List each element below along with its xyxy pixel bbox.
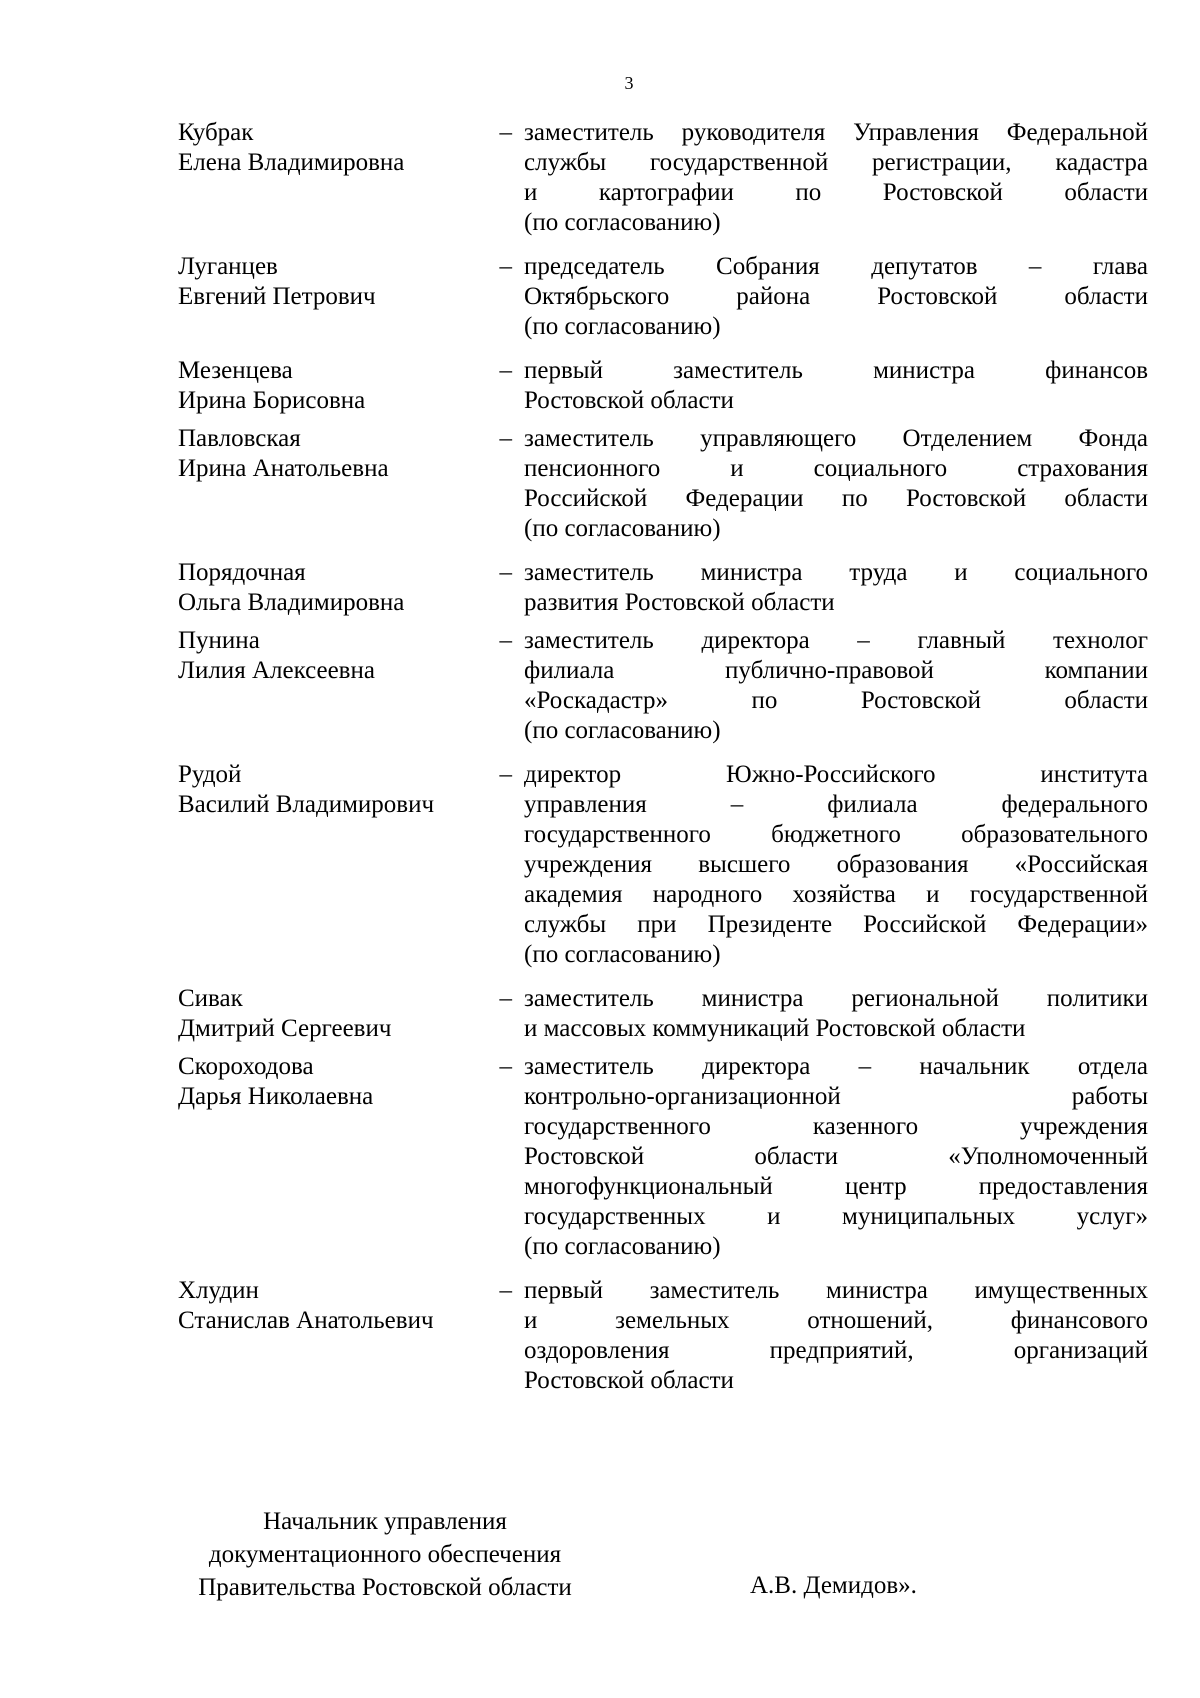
member-dash: – — [499, 253, 512, 280]
member-name — [178, 760, 478, 970]
member-entry — [178, 626, 1148, 746]
member-surname: Павловская — [178, 425, 301, 452]
member-position-line: (по согласованию) — [524, 1233, 721, 1260]
member-position-line: и картографии по Ростовской области — [524, 179, 1148, 206]
member-position-line: «Роскадастр» по Ростовской области — [524, 687, 1148, 714]
member-surname: Сивак — [178, 985, 243, 1012]
member-position-line: Ростовской области — [524, 1367, 734, 1394]
member-position-line: (по согласованию) — [524, 209, 721, 236]
member-given-name: Лилия Алексеевна — [178, 657, 375, 684]
member-position-line: заместитель министра региональной политики — [524, 985, 1148, 1012]
member-position — [524, 424, 1148, 544]
member-position-line: (по согласованию) — [524, 313, 721, 340]
member-name — [178, 424, 478, 544]
member-position-line: заместитель директора – главный технолог — [524, 627, 1148, 654]
member-position-line: филиала публично-правовой компании — [524, 657, 1148, 684]
member-dash: – — [499, 1277, 512, 1304]
member-given-name: Ирина Борисовна — [178, 387, 366, 414]
member-dash: – — [499, 627, 512, 654]
member-position-line: управления – филиала федерального — [524, 791, 1148, 818]
commission-members-list — [178, 118, 1148, 1410]
member-position-line: заместитель директора – начальник отдела — [524, 1053, 1148, 1080]
member-position-line: (по согласованию) — [524, 941, 721, 968]
member-position-line: (по согласованию) — [524, 717, 721, 744]
member-position-line: учреждения высшего образования «Российская — [524, 851, 1148, 878]
member-entry — [178, 118, 1148, 238]
member-given-name: Станислав Анатольевич — [178, 1307, 434, 1334]
member-surname: Скороходова — [178, 1053, 314, 1080]
member-position-line: первый заместитель министра имущественных — [524, 1277, 1148, 1304]
member-name — [178, 984, 478, 1044]
member-position-line: государственного бюджетного образовательного — [524, 821, 1148, 848]
member-position-line: заместитель министра труда и социального — [524, 559, 1148, 586]
member-given-name: Дмитрий Сергеевич — [178, 1015, 392, 1042]
member-surname: Кубрак — [178, 119, 254, 146]
member-entry — [178, 760, 1148, 970]
member-dash: – — [499, 559, 512, 586]
member-surname: Порядочная — [178, 559, 306, 586]
member-entry — [178, 356, 1148, 416]
member-given-name: Василий Владимирович — [178, 791, 435, 818]
member-entry — [178, 252, 1148, 342]
member-surname: Хлудин — [178, 1277, 259, 1304]
member-position-line: пенсионного и социального страхования — [524, 455, 1148, 482]
member-dash: – — [499, 985, 512, 1012]
member-position-line: директор Южно-Российского института — [524, 761, 1148, 788]
signatory-title-line: Правительства Ростовской области — [198, 1574, 572, 1601]
member-name — [178, 1276, 478, 1396]
member-dash: – — [499, 425, 512, 452]
member-position-line: и земельных отношений, финансового — [524, 1307, 1148, 1334]
member-given-name: Елена Владимировна — [178, 149, 405, 176]
signature-block — [170, 1505, 1150, 1604]
member-given-name: Дарья Николаевна — [178, 1083, 374, 1110]
member-position-line: Октябрьского района Ростовской области — [524, 283, 1148, 310]
member-dash: – — [499, 357, 512, 384]
member-position-line: многофункциональный центр предоставления — [524, 1173, 1148, 1200]
member-surname: Пунина — [178, 627, 260, 654]
member-dash: – — [499, 119, 512, 146]
member-entry — [178, 558, 1148, 618]
member-position-line: первый заместитель министра финансов — [524, 357, 1148, 384]
member-position-line: государственного казенного учреждения — [524, 1113, 1148, 1140]
member-position-line: и массовых коммуникаций Ростовской области — [524, 1015, 1026, 1042]
member-surname: Мезенцева — [178, 357, 293, 384]
member-position-line: Ростовской области — [524, 387, 734, 414]
member-name — [178, 558, 478, 618]
member-position — [524, 118, 1148, 238]
signatory-title-line: документационного обеспечения — [208, 1541, 562, 1568]
member-entry — [178, 984, 1148, 1044]
member-position — [524, 1052, 1148, 1262]
member-position — [524, 626, 1148, 746]
member-position-line: развития Ростовской области — [524, 589, 835, 616]
member-name — [178, 1052, 478, 1262]
member-position — [524, 1276, 1148, 1396]
member-dash: – — [499, 761, 512, 788]
member-position — [524, 760, 1148, 970]
member-position-line: (по согласованию) — [524, 515, 721, 542]
member-position-line: Ростовской области «Уполномоченный — [524, 1143, 1148, 1170]
member-entry — [178, 1276, 1148, 1396]
member-position-line: академия народного хозяйства и государственной — [524, 881, 1148, 908]
member-entry — [178, 1052, 1148, 1262]
member-position-line: службы государственной регистрации, кадастра — [524, 149, 1148, 176]
member-position-line: заместитель руководителя Управления Федеральной — [524, 119, 1148, 146]
member-surname: Луганцев — [178, 253, 278, 280]
signatory-name: А.В. Демидов». — [750, 1572, 917, 1599]
member-surname: Рудой — [178, 761, 242, 788]
member-position — [524, 356, 1148, 416]
member-position — [524, 252, 1148, 342]
signatory-title-line: Начальник управления — [263, 1508, 507, 1535]
member-given-name: Евгений Петрович — [178, 283, 376, 310]
member-position-line: государственных и муниципальных услуг» — [524, 1203, 1148, 1230]
member-entry — [178, 424, 1148, 544]
member-position-line: председатель Собрания депутатов – глава — [524, 253, 1148, 280]
member-given-name: Ольга Владимировна — [178, 589, 405, 616]
member-position-line: службы при Президенте Российской Федерации» — [524, 911, 1148, 938]
member-position-line: оздоровления предприятий, организаций — [524, 1337, 1148, 1364]
page-number: 3 — [624, 73, 634, 93]
member-name — [178, 118, 478, 238]
member-position — [524, 558, 1148, 618]
member-dash: – — [499, 1053, 512, 1080]
member-name — [178, 356, 478, 416]
signatory-title — [170, 1505, 600, 1604]
member-position — [524, 984, 1148, 1044]
member-position-line: Российской Федерации по Ростовской области — [524, 485, 1148, 512]
member-name — [178, 252, 478, 342]
member-given-name: Ирина Анатольевна — [178, 455, 389, 482]
member-position-line: контрольно-организационной работы — [524, 1083, 1148, 1110]
member-position-line: заместитель управляющего Отделением Фонда — [524, 425, 1148, 452]
member-name — [178, 626, 478, 746]
